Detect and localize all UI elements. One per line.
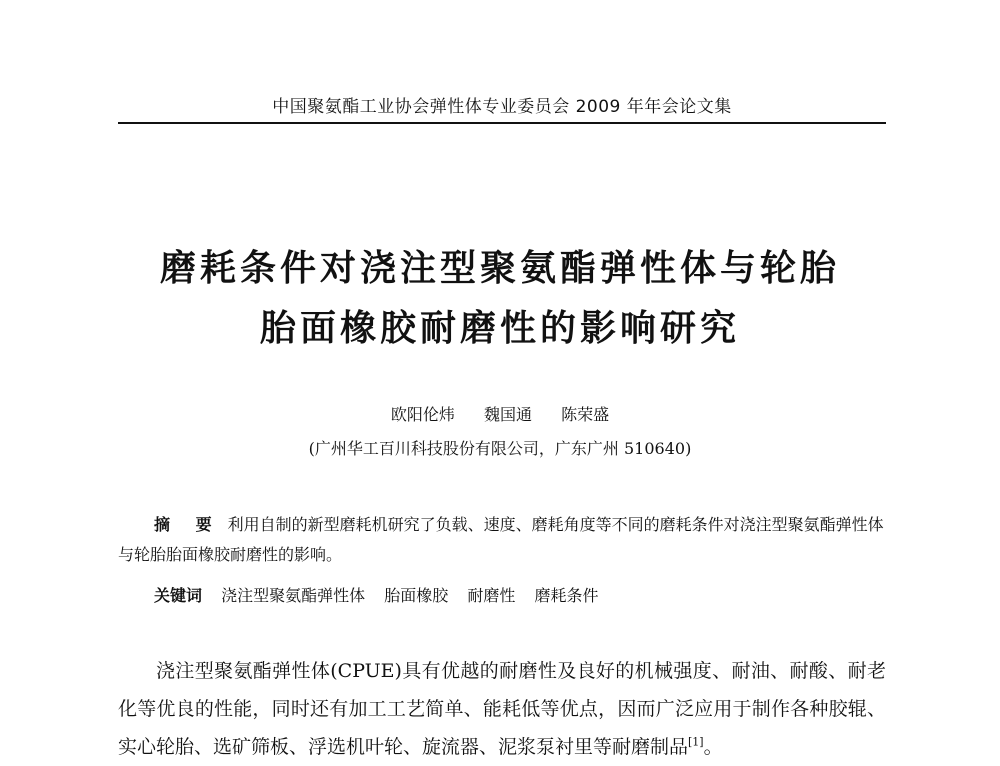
keyword-item: 浇注型聚氨酯弹性体 bbox=[221, 586, 366, 605]
author-list bbox=[100, 404, 900, 426]
body-paragraph-end: 。 bbox=[703, 736, 723, 758]
affiliation: (广州华工百川科技股份有限公司，广东广州 510640) bbox=[308, 439, 692, 458]
paper-title-line-1: 磨耗条件对浇注型聚氨酯弹性体与轮胎 bbox=[159, 247, 840, 289]
body-paragraph-text: 浇注型聚氨酯弹性体(CPUE)具有优越的耐磨性及良好的机械强度、耐油、耐酸、耐老化等优良的性能，同时还有加工工艺简单、能耗低等优点，因而广泛应用于制作各种胶辊、实心轮胎、选矿筛板、浮选机叶轮、旋流器、泥浆泵衬里等耐磨制品 bbox=[118, 660, 886, 758]
abstract-label: 摘 要 bbox=[154, 515, 222, 534]
abstract-text: 利用自制的新型磨耗机研究了负载、速度、磨耗角度等不同的磨耗条件对浇注型聚氨酯弹性体与轮胎胎面橡胶耐磨性的影响。 bbox=[118, 515, 884, 564]
keywords bbox=[154, 584, 886, 608]
keyword-item: 耐磨性 bbox=[467, 586, 516, 605]
keywords-label: 关键词 bbox=[154, 586, 203, 605]
author-name: 陈荣盛 bbox=[561, 405, 610, 424]
running-header: 中国聚氨酯工业协会弹性体专业委员会 2009 年年会论文集 bbox=[272, 97, 732, 117]
keyword-item: 磨耗条件 bbox=[534, 586, 599, 605]
keyword-item: 胎面橡胶 bbox=[384, 586, 449, 605]
author-name: 欧阳伦炜 bbox=[390, 405, 455, 424]
body-paragraph bbox=[118, 652, 886, 766]
author-name: 魏国通 bbox=[483, 405, 532, 424]
abstract bbox=[118, 510, 886, 570]
header-rule bbox=[118, 122, 886, 124]
citation-mark: [1] bbox=[688, 735, 704, 749]
paper-title-line-2: 胎面橡胶耐磨性的影响研究 bbox=[259, 307, 740, 349]
